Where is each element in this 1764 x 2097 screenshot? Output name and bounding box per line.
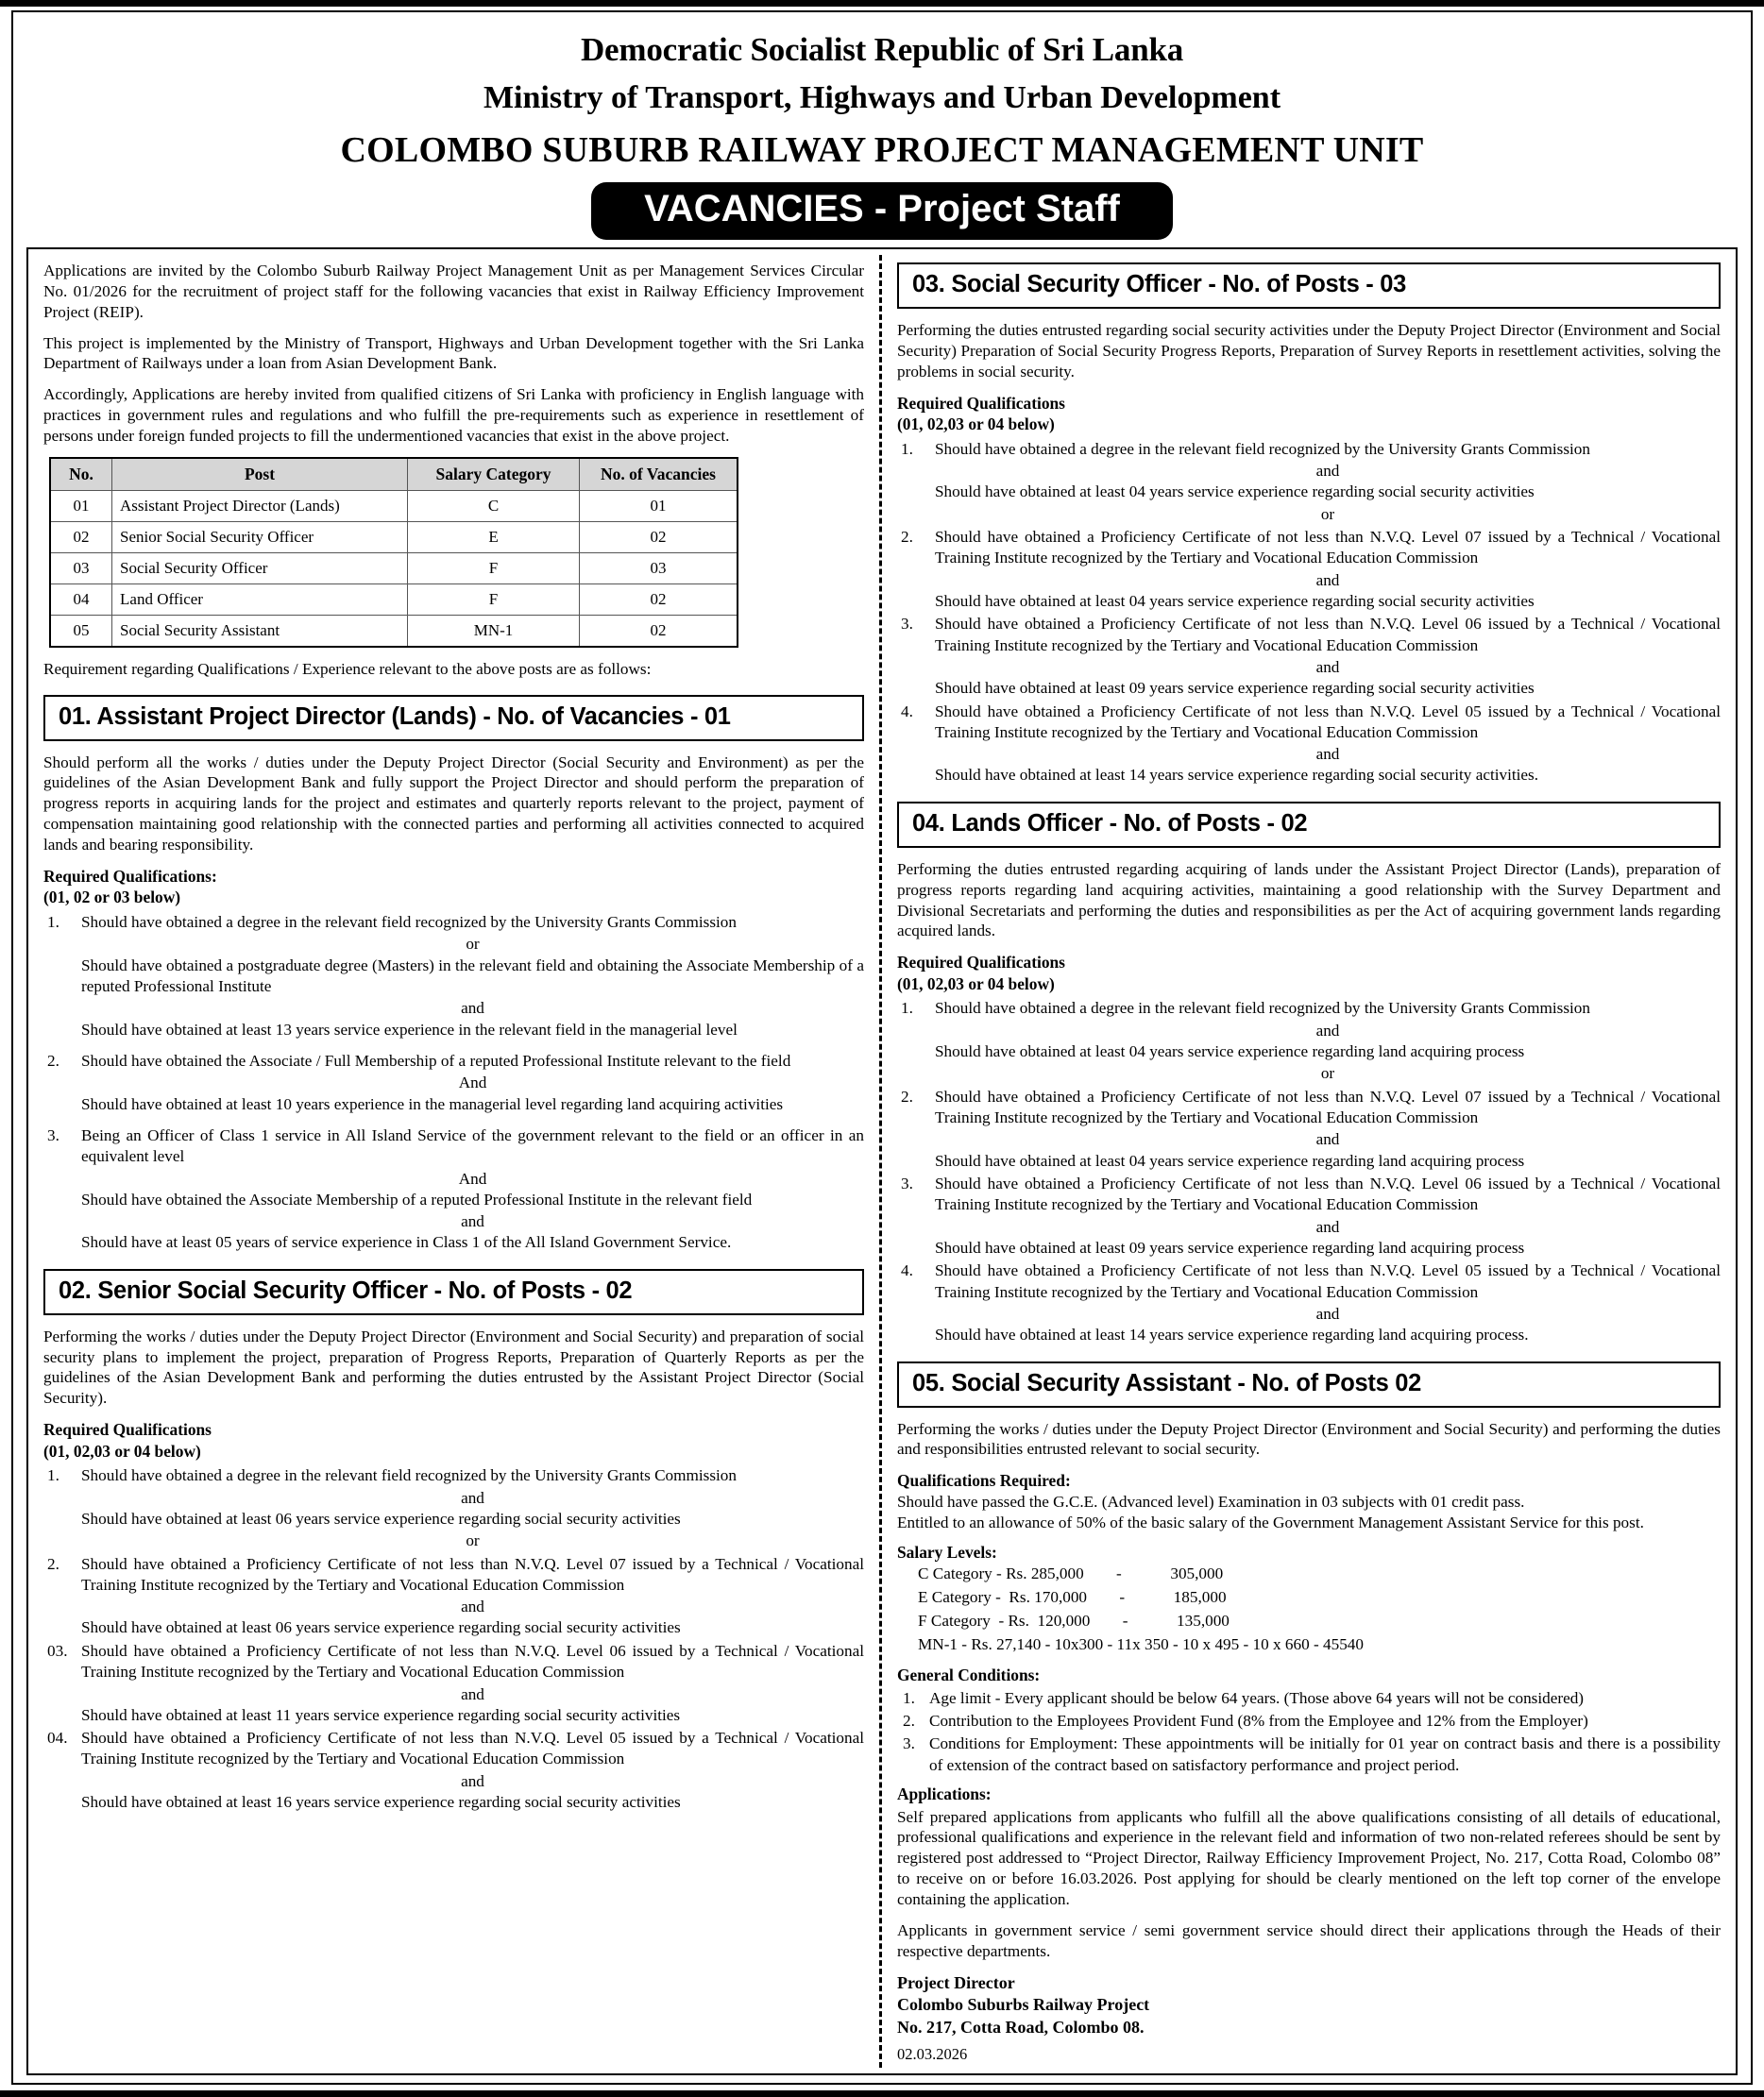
- section-5-qual-line-1: Should have passed the G.C.E. (Advanced level) Examination in 03 subjects with 01 credit pass.: [897, 1492, 1525, 1511]
- item-number: 2.: [901, 527, 913, 546]
- item-number: 1.: [901, 439, 913, 458]
- item-text: Should have obtained a degree in the relevant field recognized by the University Grants Commission: [935, 439, 1590, 458]
- item-conjunction-2: or: [1320, 504, 1335, 523]
- section-2-heading: 02. Senior Social Security Officer - No. of Posts - 02: [43, 1269, 864, 1315]
- section-2-qualification-list: [43, 1465, 864, 1813]
- table-header-row: [50, 458, 738, 491]
- cell-post: Assistant Project Director (Lands): [112, 490, 408, 521]
- list-item: [897, 614, 1721, 699]
- section-4-description: Performing the duties entrusted regarding acquiring of lands under the Assistant Project Director (Lands), preparation of progress reports regarding land acquiring activities, maintaining a good relationship with the Survey Department and Divisional Secretariats and performing the duties and responsibilities as per the Act of acquiring government lands regarding acquired lands.: [897, 859, 1721, 940]
- section-1-description: Should perform all the works / duties under the Deputy Project Director (Social Security and Environment) as per the guidelines of the Asian Development Bank and fully support the Project Director and should perform the preparation of progress reports in acquiring lands for the project and estimates and quarterly reports relevant to the project, payment of compensation maintaining good relationship with the connected parties and performing all activities connected to acquired lands and bearing responsibility.: [43, 753, 864, 854]
- table-row: [50, 615, 738, 647]
- item-text: Should have obtained a Proficiency Certificate of not less than N.V.Q. Level 05 issued by a Technical / Vocational Training Institute recognized by the Tertiary and Vocational Education Commission: [81, 1729, 864, 1768]
- cell-post: Senior Social Security Officer: [112, 521, 408, 552]
- item-number: 3.: [47, 1125, 59, 1144]
- item-number: 3.: [901, 1174, 913, 1192]
- item-conjunction: and: [1315, 657, 1340, 676]
- applications-label: Applications:: [897, 1784, 992, 1803]
- list-item: [897, 998, 1721, 1084]
- item-conjunction: and: [1315, 745, 1340, 764]
- item-conjunction: and: [1315, 1304, 1340, 1323]
- cell-vacancies: 02: [580, 615, 738, 647]
- body-frame: [26, 247, 1738, 2075]
- list-item: [897, 1174, 1721, 1259]
- cell-no: 01: [50, 490, 112, 521]
- item-text-3: Should have obtained at least 13 years service experience in the relevant field in the managerial level: [81, 1020, 738, 1039]
- table-row: [50, 521, 738, 552]
- item-text-2: Should have obtained at least 10 years experience in the managerial level regarding land acquiring activities: [81, 1094, 784, 1113]
- cell-post: Social Security Officer: [112, 552, 408, 583]
- intro-paragraph-3: Accordingly, Applications are hereby invited from qualified citizens of Sri Lanka with proficiency in English language with practices in government rules and regulations and who fulfill the pre-requirements such as experience in resettlement of persons under foreign funded projects to fill the undermentioned vacancies that exist in the above project.: [43, 385, 864, 445]
- applications-paragraph-2: Applicants in government service / semi government service should direct their applications through the Heads of their respective departments.: [897, 1920, 1721, 1960]
- item-text: Should have obtained a Proficiency Certificate of not less than N.V.Q. Level 07 issued by a Technical / Vocational Training Institute recognized by the Tertiary and Vocational Education Commission: [81, 1554, 864, 1594]
- section-3-heading: 03. Social Security Officer - No. of Posts - 03: [897, 262, 1721, 309]
- section-2-req-label: Required Qualifications: [43, 1420, 212, 1440]
- requirement-note: Requirement regarding Qualifications / Experience relevant to the above posts are as follows:: [43, 659, 652, 678]
- document-header: [26, 31, 1738, 240]
- section-5-heading: 05. Social Security Assistant - No. of Posts 02: [897, 1361, 1721, 1408]
- col-post: Post: [112, 458, 408, 491]
- item-text-2: Should have obtained at least 09 years service experience regarding social security activities: [935, 679, 1535, 698]
- item-number: 04.: [47, 1729, 68, 1748]
- item-conjunction-2: or: [1320, 1064, 1335, 1083]
- section-4-req-sub: (01, 02,03 or 04 below): [897, 973, 1055, 993]
- salary-levels-label: Salary Levels:: [897, 1542, 997, 1562]
- item-text-2: Should have obtained the Associate Membership of a reputed Professional Institute in the relevant field: [81, 1190, 753, 1209]
- list-item: [897, 1688, 1721, 1709]
- section-4-heading: 04. Lands Officer - No. of Posts - 02: [897, 802, 1721, 848]
- section-3-description: Performing the duties entrusted regarding social security activities under the Deputy Project Director (Environment and Social Security) Preparation of Social Security Progress Reports, Preparation of Survey Reports in resettlement activities, solving the problems in social security.: [897, 321, 1721, 381]
- section-1-req-label: Required Qualifications:: [43, 866, 217, 886]
- list-item: [43, 1641, 864, 1726]
- vacancy-table: [49, 457, 738, 648]
- table-row: [50, 552, 738, 583]
- section-1-req-sub: (01, 02 or 03 below): [43, 888, 181, 907]
- section-4-qualification-list: [897, 998, 1721, 1345]
- cell-no: 05: [50, 615, 112, 647]
- item-conjunction: and: [461, 1598, 484, 1616]
- list-item: [897, 1087, 1721, 1172]
- cell-post: Social Security Assistant: [112, 615, 408, 647]
- section-3-req-label: Required Qualifications: [897, 393, 1065, 413]
- section-1-heading: 01. Assistant Project Director (Lands) - No. of Vacancies - 01: [43, 695, 864, 741]
- section-5-qual-label: Qualifications Required:: [897, 1471, 1071, 1491]
- item-conjunction: and: [461, 1771, 484, 1790]
- item-number: 1.: [903, 1688, 915, 1707]
- list-item: [43, 912, 864, 1040]
- item-conjunction-2: and: [461, 999, 484, 1018]
- right-column: [882, 255, 1736, 2068]
- cell-no: 02: [50, 521, 112, 552]
- table-row: [50, 583, 738, 615]
- item-number: 1.: [47, 913, 59, 932]
- item-text-2: Should have obtained at least 04 years service experience regarding social security activities: [935, 482, 1535, 501]
- document-outer-frame: [11, 10, 1753, 2085]
- salary-row: MN-1 - Rs. 27,140 - 10x300 - 11x 350 - 10 x 495 - 10 x 660 - 45540: [918, 1634, 1364, 1653]
- cell-category: F: [408, 583, 580, 615]
- item-number: 2.: [47, 1051, 59, 1070]
- item-text: Should have obtained a degree in the relevant field recognized by the University Grants Commission: [81, 913, 737, 932]
- section-2-req-sub: (01, 02,03 or 04 below): [43, 1441, 201, 1461]
- item-conjunction-2: and: [461, 1212, 484, 1231]
- list-item: [897, 702, 1721, 786]
- vacancies-banner: VACANCIES - Project Staff: [591, 182, 1173, 240]
- item-text-2: Should have obtained at least 04 years service experience regarding land acquiring process: [935, 1042, 1525, 1061]
- signature-address: No. 217, Cotta Road, Colombo 08.: [897, 2018, 1145, 2037]
- list-item: [43, 1554, 864, 1639]
- item-text-2: Should have obtained at least 04 years service experience regarding land acquiring process: [935, 1151, 1525, 1170]
- item-text-2: Should have obtained at least 06 years service experience regarding social security activities: [81, 1509, 681, 1528]
- item-number: 3.: [903, 1734, 915, 1753]
- item-conjunction: and: [1315, 462, 1340, 481]
- item-text: Age limit - Every applicant should be below 64 years. (Those above 64 years will not be considered): [929, 1688, 1585, 1707]
- cell-vacancies: 03: [580, 552, 738, 583]
- intro-paragraph-1: Applications are invited by the Colombo Suburb Railway Project Management Unit as per Management Services Circular No. 01/2026 for the recruitment of project staff for the following vacancies that exist in Railway Efficiency Improvement Project (REIP).: [43, 262, 864, 321]
- item-text: Should have obtained a Proficiency Certificate of not less than N.V.Q. Level 06 issued by a Technical / Vocational Training Institute recognized by the Tertiary and Vocational Education Commission: [935, 1174, 1721, 1214]
- item-number: 4.: [901, 1261, 913, 1280]
- vacancies-banner-wrap: [26, 182, 1738, 240]
- general-conditions-label: General Conditions:: [897, 1665, 1041, 1684]
- intro-paragraph-2: This project is implemented by the Ministry of Transport, Highways and Urban Development together with the Sri Lanka Department of Railways under a loan from Asian Development Bank.: [43, 333, 864, 373]
- item-conjunction: And: [458, 1169, 487, 1188]
- item-number: 2.: [903, 1711, 915, 1730]
- list-item: [43, 1051, 864, 1115]
- item-conjunction: and: [1315, 1021, 1340, 1040]
- cell-category: C: [408, 490, 580, 521]
- item-text: Should have obtained a Proficiency Certificate of not less than N.V.Q. Level 07 issued by a Technical / Vocational Training Institute recognized by the Tertiary and Vocational Education Commission: [935, 1087, 1721, 1126]
- list-item: [43, 1465, 864, 1551]
- list-item: [897, 1260, 1721, 1345]
- item-text-2: Should have obtained a postgraduate degree (Masters) in the relevant field and obtaining the Associate Membership of a reputed Professional Institute: [81, 955, 864, 995]
- item-text: Should have obtained a Proficiency Certificate of not less than N.V.Q. Level 07 issued by a Technical / Vocational Training Institute recognized by the Tertiary and Vocational Education Commission: [935, 527, 1721, 567]
- list-item: [897, 1733, 1721, 1776]
- signature-title: Project Director: [897, 1972, 1015, 1992]
- cell-category: MN-1: [408, 615, 580, 647]
- section-1-qualification-list: [43, 912, 864, 1254]
- cell-no: 03: [50, 552, 112, 583]
- signature-project: Colombo Suburbs Railway Project: [897, 1995, 1150, 2015]
- item-text-2: Should have obtained at least 14 years service experience regarding land acquiring process.: [935, 1326, 1529, 1344]
- item-conjunction: and: [1315, 1217, 1340, 1236]
- left-column: [28, 255, 882, 2068]
- item-text-3: Should have at least 05 years of service experience in Class 1 of the All Island Government Service.: [81, 1233, 732, 1252]
- country-title: Democratic Socialist Republic of Sri Lanka: [580, 31, 1184, 68]
- item-number: 2.: [901, 1087, 913, 1106]
- cell-post: Land Officer: [112, 583, 408, 615]
- cell-vacancies: 02: [580, 521, 738, 552]
- item-text: Should have obtained a degree in the relevant field recognized by the University Grants Commission: [81, 1466, 737, 1485]
- item-conjunction-2: or: [466, 1531, 480, 1550]
- item-text: Contribution to the Employees Provident Fund (8% from the Employee and 12% from the Employer): [929, 1711, 1588, 1730]
- item-conjunction: and: [1315, 1130, 1340, 1149]
- section-5-qual-line-2: Entitled to an allowance of 50% of the basic salary of the Government Management Assistant Service for this post.: [897, 1514, 1644, 1532]
- item-number: 2.: [47, 1554, 59, 1573]
- item-text: Should have obtained a Proficiency Certificate of not less than N.V.Q. Level 05 issued by a Technical / Vocational Training Institute recognized by the Tertiary and Vocational Education Commission: [935, 702, 1721, 741]
- item-conjunction: And: [458, 1074, 487, 1092]
- list-item: [897, 439, 1721, 525]
- ministry-title: Ministry of Transport, Highways and Urban Development: [483, 80, 1281, 115]
- table-row: [50, 490, 738, 521]
- item-text: Should have obtained a degree in the relevant field recognized by the University Grants Commission: [935, 999, 1590, 1018]
- cell-category: E: [408, 521, 580, 552]
- item-text-2: Should have obtained at least 04 years service experience regarding social security activities: [935, 591, 1535, 610]
- unit-title: COLOMBO SUBURB RAILWAY PROJECT MANAGEMENT UNIT: [340, 130, 1424, 170]
- item-text: Being an Officer of Class 1 service in All Island Service of the government relevant to the field or an officer in an equivalent level: [81, 1125, 864, 1166]
- item-conjunction: or: [466, 935, 480, 954]
- item-text-2: Should have obtained at least 06 years service experience regarding social security activities: [81, 1618, 681, 1637]
- section-3-qualification-list: [897, 439, 1721, 786]
- item-text: Should have obtained the Associate / Full Membership of a reputed Professional Institute relevant to the field: [81, 1051, 791, 1070]
- item-conjunction: and: [461, 1684, 484, 1703]
- salary-row: C Category - Rs. 285,000 - 305,000: [918, 1564, 1224, 1583]
- spacer: [43, 1042, 864, 1051]
- item-text: Should have obtained a Proficiency Certificate of not less than N.V.Q. Level 06 issued by a Technical / Vocational Training Institute recognized by the Tertiary and Vocational Education Commission: [935, 615, 1721, 654]
- cell-no: 04: [50, 583, 112, 615]
- col-salary-category: Salary Category: [408, 458, 580, 491]
- salary-levels-list: [918, 1563, 1721, 1657]
- salary-row: F Category - Rs. 120,000 - 135,000: [918, 1612, 1230, 1631]
- item-text-2: Should have obtained at least 11 years service experience regarding social security activities: [81, 1705, 681, 1724]
- notice-date: 02.03.2026: [897, 2044, 968, 2063]
- spacer: [43, 1117, 864, 1125]
- cell-category: F: [408, 552, 580, 583]
- item-text-2: Should have obtained at least 14 years service experience regarding social security activities.: [935, 766, 1539, 785]
- item-text-2: Should have obtained at least 16 years service experience regarding social security activities: [81, 1793, 681, 1812]
- list-item: [43, 1125, 864, 1254]
- item-conjunction: and: [461, 1488, 484, 1507]
- item-text: Conditions for Employment: These appointments will be initially for 01 year on contract basis and there is a possibility of extension of the contract based on satisfactory performance and project period.: [929, 1734, 1721, 1774]
- signature-block: [897, 1972, 1721, 2039]
- item-text-2: Should have obtained at least 09 years service experience regarding land acquiring process: [935, 1238, 1525, 1257]
- item-text: Should have obtained a Proficiency Certificate of not less than N.V.Q. Level 05 issued by a Technical / Vocational Training Institute recognized by the Tertiary and Vocational Education Commission: [935, 1261, 1721, 1301]
- general-conditions-list: [897, 1688, 1721, 1776]
- cell-vacancies: 01: [580, 490, 738, 521]
- col-no: No.: [50, 458, 112, 491]
- item-number: 3.: [901, 615, 913, 634]
- applications-paragraph-1: Self prepared applications from applicants who fulfill all the above qualifications consisting of all details of educational, professional qualifications and experience in the relevant field and information of two non-related referees should be sent by registered post addressed to “Project Director, Railway Efficiency Improvement Project, No. 217, Cotta Road, Colombo 08” to receive on or before 16.03.2026. Post applying for should be clearly mentioned on the left top corner of the envelope containing the application.: [897, 1807, 1721, 1908]
- section-2-description: Performing the works / duties under the Deputy Project Director (Environment and Social Security) and preparation of social security plans to implement the project, preparation of Progress Reports, Preparation of Quarterly Reports as per the guidelines of the Asian Development Bank and performing the duties entrusted by the Assistant Project Director (Social Security).: [43, 1327, 864, 1408]
- list-item: [897, 527, 1721, 612]
- list-item: [897, 1711, 1721, 1732]
- section-5-description: Performing the works / duties under the Deputy Project Director (Environment and Social Security) and performing the duties and responsibilities entrusted relevant to social security.: [897, 1419, 1721, 1459]
- list-item: [43, 1728, 864, 1813]
- salary-row: E Category - Rs. 170,000 - 185,000: [918, 1588, 1227, 1607]
- section-4-req-label: Required Qualifications: [897, 953, 1065, 972]
- item-text: Should have obtained a Proficiency Certificate of not less than N.V.Q. Level 06 issued by a Technical / Vocational Training Institute recognized by the Tertiary and Vocational Education Commission: [81, 1641, 864, 1682]
- item-number: 4.: [901, 702, 913, 720]
- item-number: 03.: [47, 1641, 68, 1660]
- item-number: 1.: [47, 1466, 59, 1485]
- section-3-req-sub: (01, 02,03 or 04 below): [897, 414, 1055, 434]
- cell-vacancies: 02: [580, 583, 738, 615]
- item-number: 1.: [901, 999, 913, 1018]
- item-conjunction: and: [1315, 570, 1340, 589]
- col-no-vacancies: No. of Vacancies: [580, 458, 738, 491]
